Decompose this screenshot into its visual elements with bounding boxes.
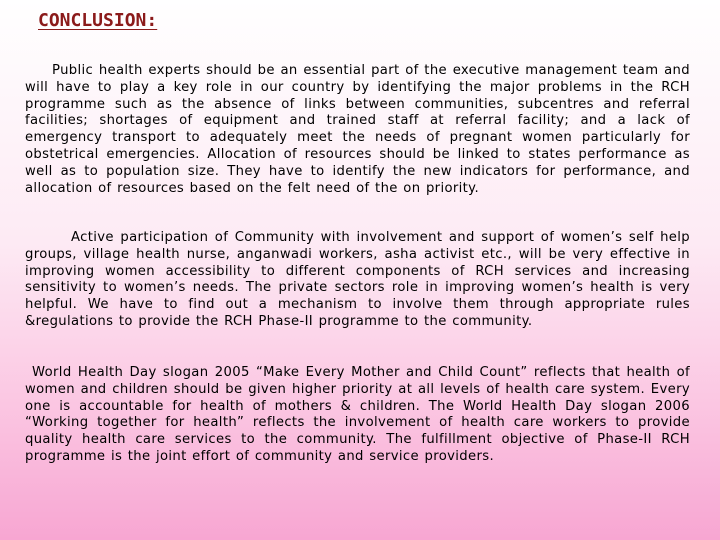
paragraph-community-participation: Active participation of Community with involvement and support of women’s self help groups, village health nurse, anganwadi workers, asha activist etc., will be very effective in improving women accessibility to different components of RCH services and increasing sensitivity to women’s needs. The private sectors role in improving women’s health is very helpful. We have to find out a mechanism to involve them through appropriate rules &regulations to provide the RCH Phase-II programme to the community. [25,230,690,329]
slide-title: CONCLUSION: [38,10,158,31]
paragraph-public-health-experts: Public health experts should be an essential part of the executive management team and will have to play a key role in our country by identifying the major problems in the RCH programme such as the absence of links between communities, subcentres and referral facilities; shortages of equipment and trained staff at referral facility; and a lack of emergency transport to adequately meet the needs of pregnant women particularly for obstetrical emergencies. Allocation of resources should be linked to states performance as well as to population size. They have to identify the new indicators for performance, and allocation of resources based on the felt need of the on priority. [25,63,690,196]
paragraph-world-health-day: World Health Day slogan 2005 “Make Every Mother and Child Count” reflects that health of women and children should be given higher priority at all levels of health care system. Every one is accountable for health of mothers & children. The World Health Day slogan 2006 “Working together for health” reflects the involvement of health care workers to provide quality health care services to the community. The fulfillment objective of Phase-II RCH programme is the joint effort of community and service providers. [25,365,690,464]
